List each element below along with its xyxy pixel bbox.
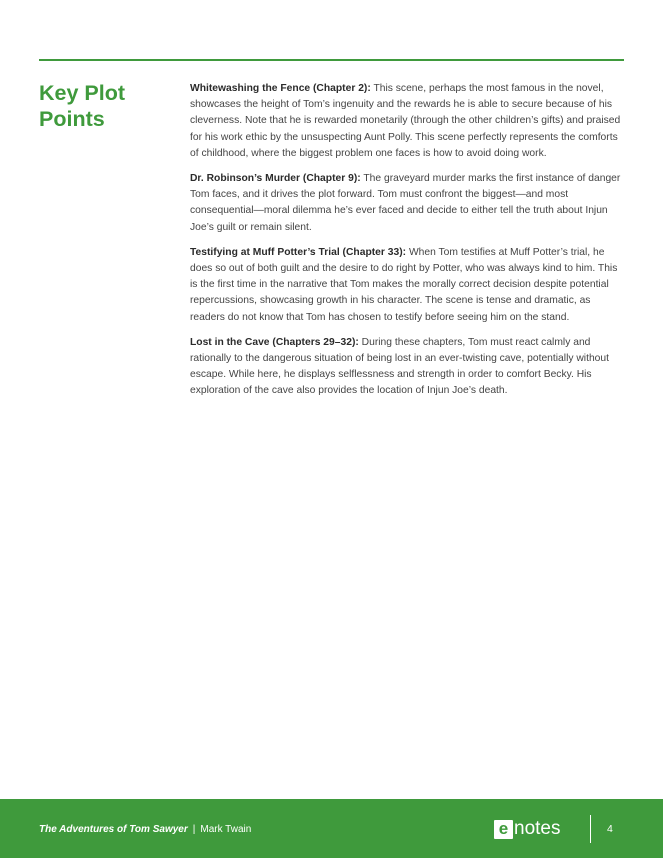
plot-point-entry xyxy=(190,245,626,326)
page-footer xyxy=(0,799,663,858)
plot-point-entry xyxy=(190,335,626,400)
enotes-logo-icon: e xyxy=(494,820,513,839)
plot-point-title: Whitewashing the Fence (Chapter 2): xyxy=(190,83,371,94)
plot-points-list xyxy=(190,81,626,409)
enotes-logo-word: notes xyxy=(514,818,561,839)
plot-point-text: During these chapters, Tom must react calmly and rationally to the dangerous situation of being lost in an ever-twisting cave, potentially without escape. While here, he displays selflessness and strength in order to comfort Becky. His exploration of the cave also provides the location of Injun Joe’s death. xyxy=(190,336,609,397)
footer-divider xyxy=(590,815,591,843)
plot-point-entry xyxy=(190,81,626,162)
plot-point-title: Lost in the Cave (Chapters 29–32): xyxy=(190,336,359,348)
footer-separator: | xyxy=(192,824,196,835)
plot-point-title: Testifying at Muff Potter’s Trial (Chapter 33): xyxy=(190,246,407,258)
plot-point-title: Dr. Robinson’s Murder (Chapter 9): xyxy=(190,173,361,185)
top-divider xyxy=(39,59,624,61)
page-number: 4 xyxy=(607,823,613,835)
footer-author: Mark Twain xyxy=(200,824,252,835)
enotes-logo xyxy=(494,818,560,840)
plot-point-text: The graveyard murder marks the first instance of danger Tom faces, and it drives the plot forward. Tom must confront the biggest—and most consequential—moral dilemma he’s ever faced and decide to either tell the truth about Injun Joe’s guilt or remain silent. xyxy=(190,173,621,233)
footer-citation xyxy=(39,824,251,835)
plot-point-text: When Tom testifies at Muff Potter’s trial, he does so out of both guilt and the desire to do right by Potter, who was always kind to him. This is the first time in the narrative that Tom makes the morally correct decision despite potential repercussions, showcasing growth in his character. The scene is tense and dramatic, as readers do not know that Tom has chosen to testify before seeing him on the stand. xyxy=(190,246,618,323)
section-title: Key Plot Points xyxy=(39,81,126,131)
plot-point-text: This scene, perhaps the most famous in the novel, showcases the height of Tom’s ingenuity and the rewards he is able to secure because of his cleverness. Note that he is rewarded monetarily (through the other children’s gifts) and praised for his work ethic by the unsuspecting Aunt Polly. This scene perfectly represents the comforts of childhood, where the biggest problem one faces is how to avoid doing work. xyxy=(190,83,621,159)
plot-point-entry xyxy=(190,171,626,236)
footer-book-title: The Adventures of Tom Sawyer xyxy=(39,824,188,835)
